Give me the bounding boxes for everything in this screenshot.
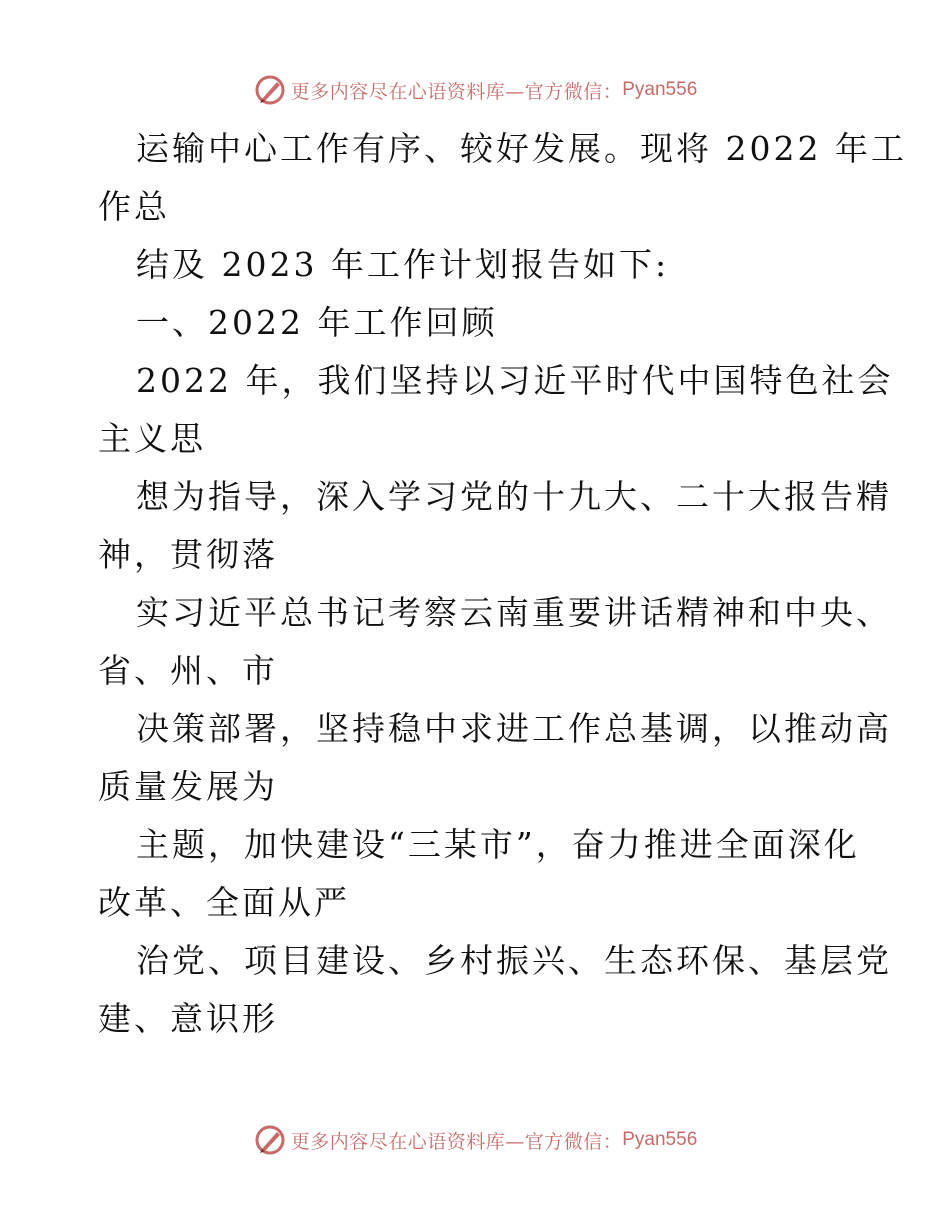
watermark-wechat-id: Pyan556 bbox=[622, 79, 698, 100]
text-line: 2022 年，我们坚持以习近平时代中国特色社会 bbox=[136, 361, 894, 400]
watermark-wechat-id: Pyan556 bbox=[622, 1129, 698, 1150]
watermark-text: 更多内容尽在心语资料库—官方微信： bbox=[290, 80, 623, 103]
text-line: 实习近平总书记考察云南重要讲话精神和中央、 bbox=[136, 593, 892, 632]
text-line: 主义思 bbox=[98, 419, 206, 458]
text-line: 运输中心工作有序、较好发展。现将 2022 年工 bbox=[136, 129, 907, 168]
text-line: 治党、项目建设、乡村振兴、生态环保、基层党 bbox=[136, 941, 892, 980]
text-line: 省、州、市 bbox=[98, 651, 278, 690]
pen-logo-icon bbox=[253, 1123, 287, 1157]
text-line: 建、意识形 bbox=[98, 999, 278, 1038]
section-heading: 一、2022 年工作回顾 bbox=[136, 303, 498, 342]
text-line: 结及 2023 年工作计划报告如下: bbox=[136, 245, 670, 284]
header-watermark bbox=[0, 70, 950, 110]
text-line: 决策部署，坚持稳中求进工作总基调，以推动高 bbox=[136, 709, 892, 748]
watermark-text: 更多内容尽在心语资料库—官方微信： bbox=[290, 1130, 623, 1153]
text-line: 想为指导，深入学习党的十九大、二十大报告精 bbox=[136, 477, 892, 516]
text-line: 改革、全面从严 bbox=[98, 883, 350, 922]
text-line: 质量发展为 bbox=[98, 767, 278, 806]
text-line: 作总 bbox=[98, 187, 170, 226]
footer-watermark bbox=[0, 1120, 950, 1160]
document-body bbox=[98, 120, 907, 1048]
pen-logo-icon bbox=[253, 73, 287, 107]
text-line: 神，贯彻落 bbox=[98, 535, 278, 574]
text-line: 主题，加快建设“三某市”，奋力推进全面深化 bbox=[136, 825, 860, 864]
